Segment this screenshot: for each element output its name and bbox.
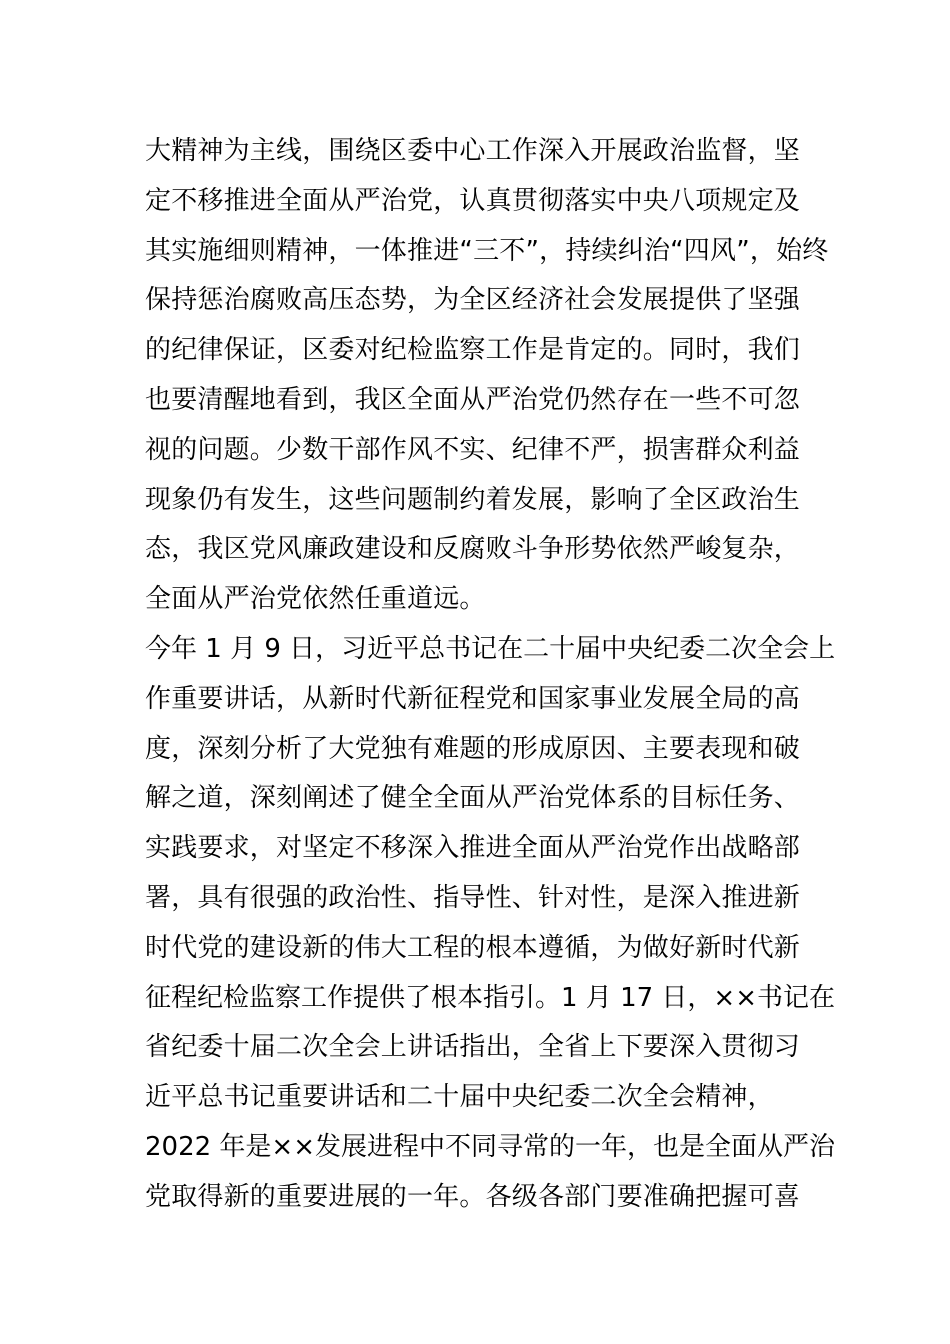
text-line: 近平总书记重要讲话和二十届中央纪委二次全会精神， xyxy=(145,1082,774,1113)
text-line: 态，我区党风廉政建设和反腐败斗争形势依然严峻复杂， xyxy=(145,534,801,565)
text-line: 视的问题。少数干部作风不实、纪律不严，损害群众利益 xyxy=(145,434,801,465)
text-line: 大精神为主线，围绕区委中心工作深入开展政治监督，坚 xyxy=(145,136,801,166)
text-line: 作重要讲话，从新时代新征程党和国家事业发展全局的高 xyxy=(145,683,801,714)
text-line: 保持惩治腐败高压态势，为全区经济社会发展提供了坚强 xyxy=(145,285,801,316)
text-line: 今年 1 月 9 日，习近平总书记在二十届中央纪委二次全会上 xyxy=(145,633,836,664)
text-line: 2022 年是××发展进程中不同寻常的一年，也是全面从严治 xyxy=(145,1131,836,1162)
text-line: 解之道，深刻阐述了健全全面从严治党体系的目标任务、 xyxy=(145,783,801,814)
text-line: 党取得新的重要进展的一年。各级各部门要准确把握可喜 xyxy=(145,1181,801,1212)
text-line: 全面从严治党依然任重道远。 xyxy=(145,584,486,615)
text-line: 其实施细则精神，一体推进“三不”，持续纠治“四风”，始终 xyxy=(145,235,829,266)
text-line: 时代党的建设新的伟大工程的根本遵循，为做好新时代新 xyxy=(145,932,801,963)
text-line: 也要清醒地看到，我区全面从严治党仍然存在一些不可忽 xyxy=(145,384,801,415)
text-line: 定不移推进全面从严治党，认真贯彻落实中央八项规定及 xyxy=(145,185,801,216)
text-line: 度，深刻分析了大党独有难题的形成原因、主要表现和破 xyxy=(145,733,801,764)
text-line: 征程纪检监察工作提供了根本指引。1 月 17 日，××书记在 xyxy=(145,982,835,1013)
text-line: 署，具有很强的政治性、指导性、针对性，是深入推进新 xyxy=(145,882,801,913)
text-line: 现象仍有发生，这些问题制约着发展，影响了全区政治生 xyxy=(145,484,801,515)
body-text xyxy=(145,127,835,1223)
text-line: 省纪委十届二次全会上讲话指出，全省上下要深入贯彻习 xyxy=(145,1032,801,1063)
text-line: 实践要求，对坚定不移深入推进全面从严治党作出战略部 xyxy=(145,833,801,864)
text-line: 的纪律保证，区委对纪检监察工作是肯定的。同时，我们 xyxy=(145,335,801,366)
